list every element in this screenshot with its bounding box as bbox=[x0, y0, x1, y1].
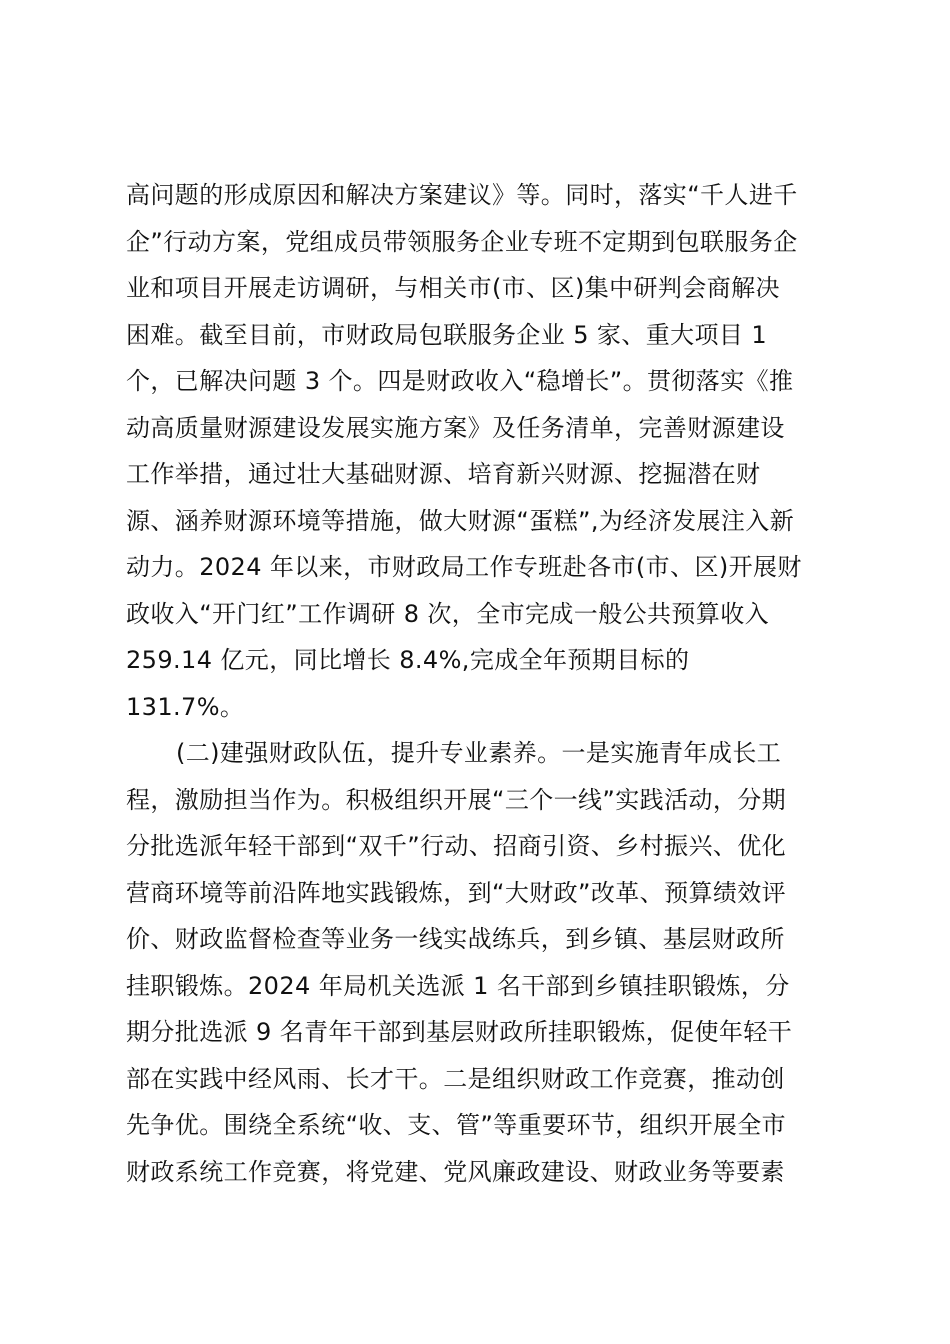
text-line: 财政系统工作竞赛，将党建、党风廉政建设、财政业务等要素 bbox=[126, 1157, 785, 1186]
document-body bbox=[126, 172, 836, 1195]
text-line: 营商环境等前沿阵地实践锻炼，到“大财政”改革、预算绩效评 bbox=[126, 878, 787, 907]
text-line: 期分批选派 9 名青年干部到基层财政所挂职锻炼，促使年轻干 bbox=[126, 1018, 793, 1046]
text-line: 程，激励担当作为。积极组织开展“三个一线”实践活动，分期 bbox=[126, 785, 787, 814]
text-line: 困难。截至目前，市财政局包联服务企业 5 家、重大项目 1 bbox=[126, 320, 768, 349]
text-line: 个，已解决问题 3 个。四是财政收入“稳增长”。贯彻落实《推 bbox=[126, 367, 794, 395]
text-line: 源、涵养财源环境等措施，做大财源“蛋糕”,为经济发展注入新 bbox=[126, 506, 795, 535]
text-line: 动高质量财源建设发展实施方案》及任务清单，完善财源建设 bbox=[126, 413, 785, 442]
text-line: 工作举措，通过壮大基础财源、培育新兴财源、挖掘潜在财 bbox=[126, 460, 761, 488]
text-line: 分批选派年轻干部到“双千”行动、招商引资、乡村振兴、优化 bbox=[126, 832, 787, 860]
text-line: 价、财政监督检查等业务一线实战练兵，到乡镇、基层财政所 bbox=[126, 925, 785, 953]
text-line: 业和项目开展走访调研，与相关市(市、区)集中研判会商解决 bbox=[126, 274, 780, 302]
text-line: 部在实践中经风雨、长才干。二是组织财政工作竞赛，推动创 bbox=[126, 1064, 785, 1093]
text-line: 259.14 亿元，同比增长 8.4%,完成全年预期目标的 bbox=[126, 646, 690, 674]
text-line: 企”行动方案，党组成员带领服务企业专班不定期到包联服务企 bbox=[126, 227, 798, 256]
text-line: 动力。2024 年以来，市财政局工作专班赴各市(市、区)开展财 bbox=[126, 553, 802, 581]
text-line: 先争优。围绕全系统“收、支、管”等重要环节，组织开展全市 bbox=[126, 1111, 787, 1139]
text-line: 政收入“开门红”工作调研 8 次，全市完成一般公共预算收入 bbox=[126, 599, 769, 628]
text-line: 高问题的形成原因和解决方案建议》等。同时，落实“千人进千 bbox=[126, 181, 798, 209]
text-line: 131.7%。 bbox=[126, 692, 245, 721]
paragraph-heading-line: (二)建强财政队伍，提升专业素养。一是实施青年成长工 bbox=[176, 739, 782, 767]
text-line: 挂职锻炼。2024 年局机关选派 1 名干部到乡镇挂职锻炼，分 bbox=[126, 971, 790, 1000]
